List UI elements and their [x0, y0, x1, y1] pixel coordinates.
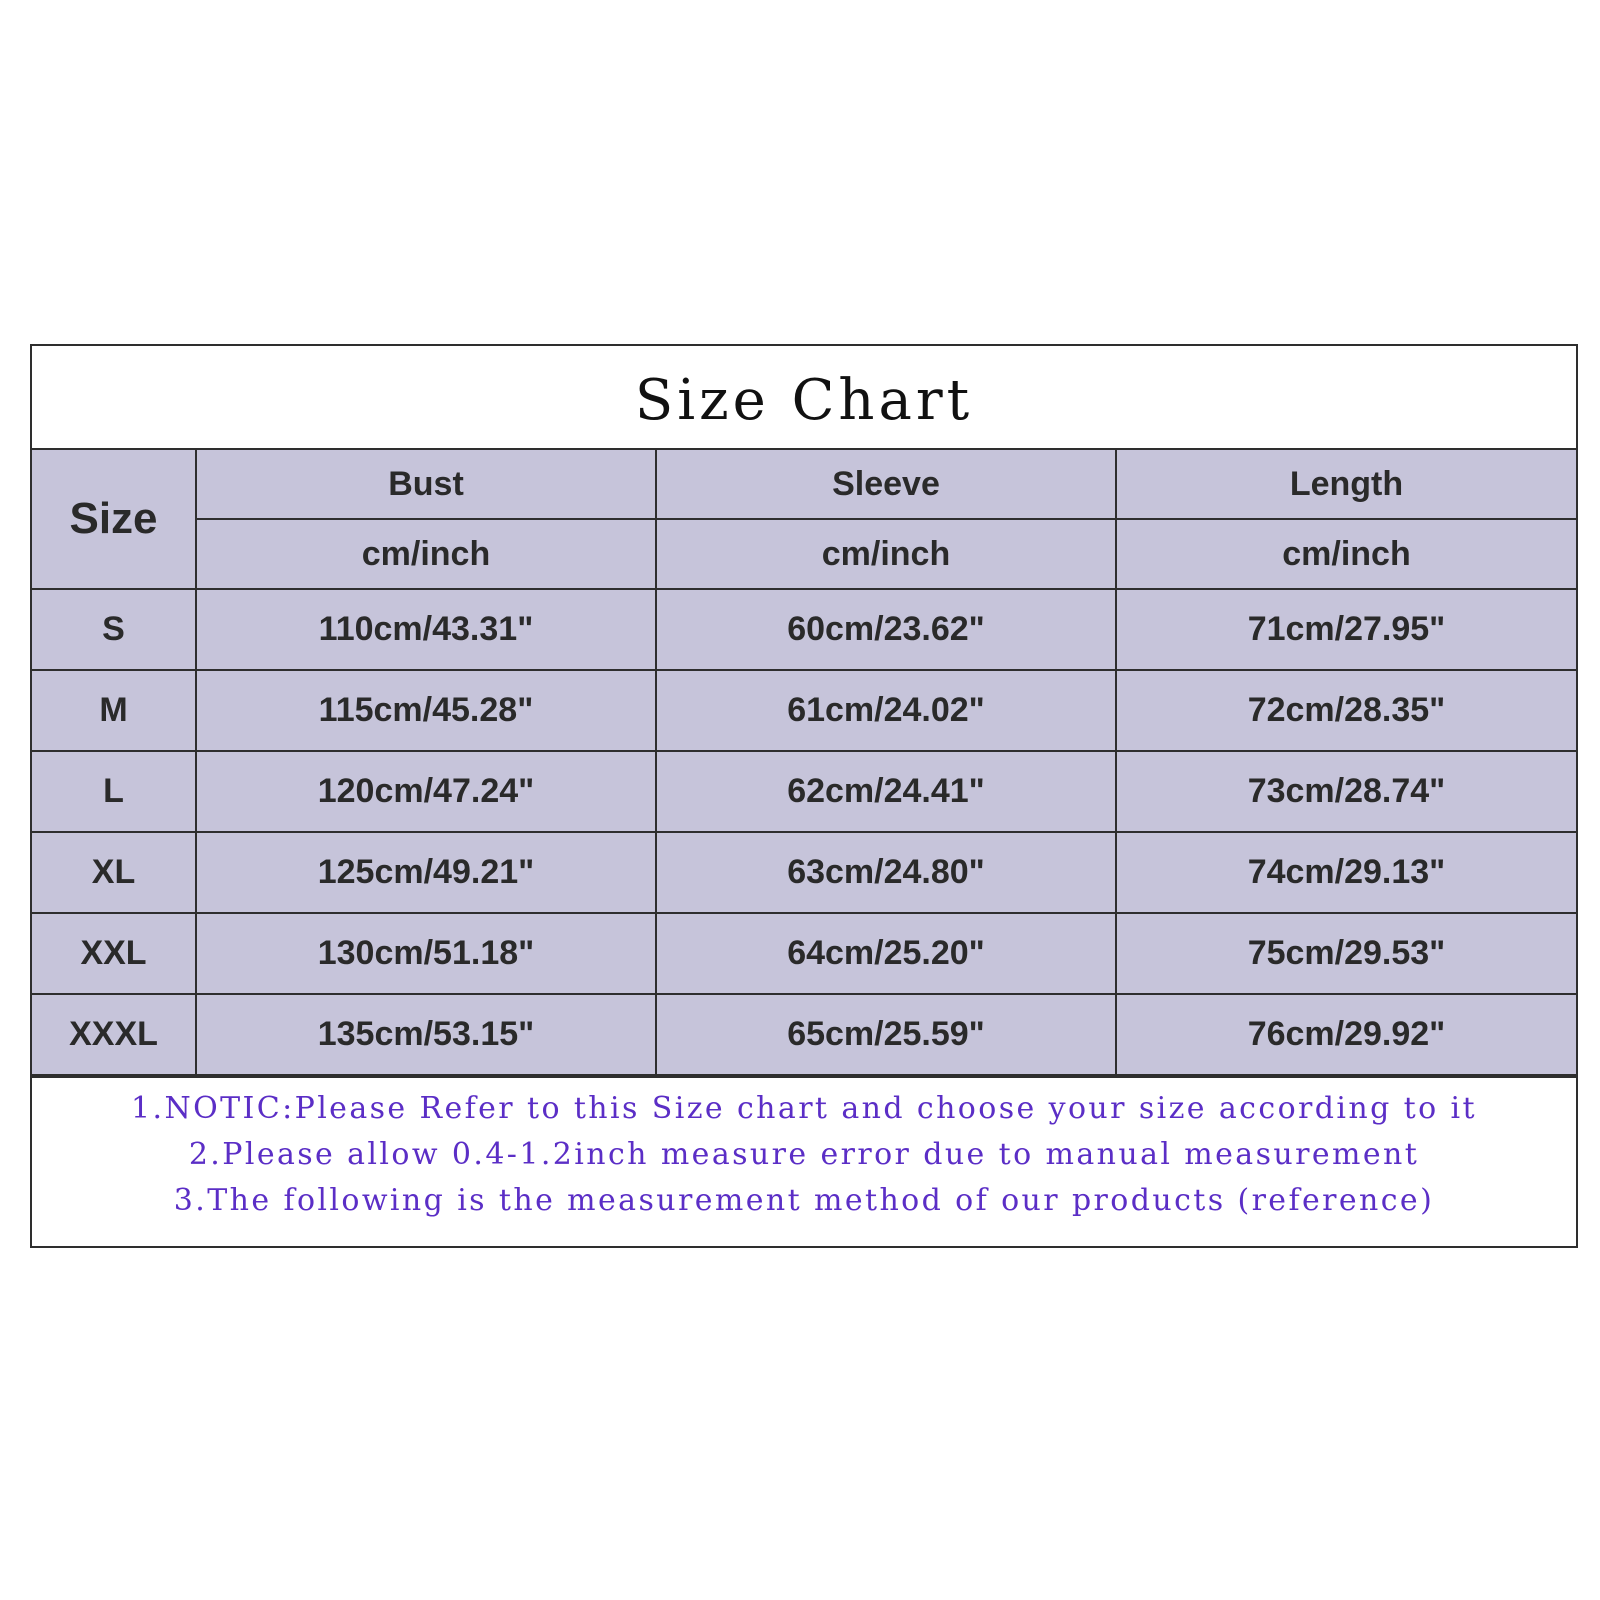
sleeve-cell: 65cm/25.59" [656, 994, 1116, 1075]
bust-column-header: Bust [196, 450, 656, 519]
length-cell: 76cm/29.92" [1116, 994, 1576, 1075]
header-row [32, 450, 1576, 519]
size-column-header: Size [32, 450, 196, 589]
size-cell: XXXL [32, 994, 196, 1075]
length-column-header: Length [1116, 450, 1576, 519]
length-cell: 72cm/28.35" [1116, 670, 1576, 751]
size-cell: L [32, 751, 196, 832]
sleeve-cell: 60cm/23.62" [656, 589, 1116, 670]
size-cell: S [32, 589, 196, 670]
table-row [32, 913, 1576, 994]
bust-cell: 130cm/51.18" [196, 913, 656, 994]
bust-cell: 135cm/53.15" [196, 994, 656, 1075]
length-cell: 75cm/29.53" [1116, 913, 1576, 994]
size-cell: M [32, 670, 196, 751]
length-cell: 73cm/28.74" [1116, 751, 1576, 832]
sleeve-column-header: Sleeve [656, 450, 1116, 519]
length-cell: 74cm/29.13" [1116, 832, 1576, 913]
sleeve-unit-label: cm/inch [656, 519, 1116, 589]
sleeve-cell: 61cm/24.02" [656, 670, 1116, 751]
table-row [32, 670, 1576, 751]
bust-unit-label: cm/inch [196, 519, 656, 589]
bust-cell: 120cm/47.24" [196, 751, 656, 832]
sleeve-cell: 62cm/24.41" [656, 751, 1116, 832]
table-row [32, 751, 1576, 832]
size-cell: XXL [32, 913, 196, 994]
bust-cell: 125cm/49.21" [196, 832, 656, 913]
sleeve-cell: 64cm/25.20" [656, 913, 1116, 994]
sleeve-cell: 63cm/24.80" [656, 832, 1116, 913]
bust-cell: 110cm/43.31" [196, 589, 656, 670]
size-table [32, 450, 1576, 1076]
table-row [32, 832, 1576, 913]
note-line: 2.Please allow 0.4-1.2inch measure error due to manual measurement [188, 1137, 1420, 1172]
length-cell: 71cm/27.95" [1116, 589, 1576, 670]
bust-cell: 115cm/45.28" [196, 670, 656, 751]
note-line: 1.NOTIC:Please Refer to this Size chart and choose your size according to it [131, 1091, 1477, 1126]
length-unit-label: cm/inch [1116, 519, 1576, 589]
notes-section [32, 1076, 1576, 1224]
note-line: 3.The following is the measurement method of our products (reference) [173, 1183, 1435, 1218]
unit-row [32, 519, 1576, 589]
size-chart [30, 344, 1578, 1248]
table-row [32, 589, 1576, 670]
chart-title: Size Chart [32, 346, 1576, 450]
table-row [32, 994, 1576, 1075]
size-cell: XL [32, 832, 196, 913]
